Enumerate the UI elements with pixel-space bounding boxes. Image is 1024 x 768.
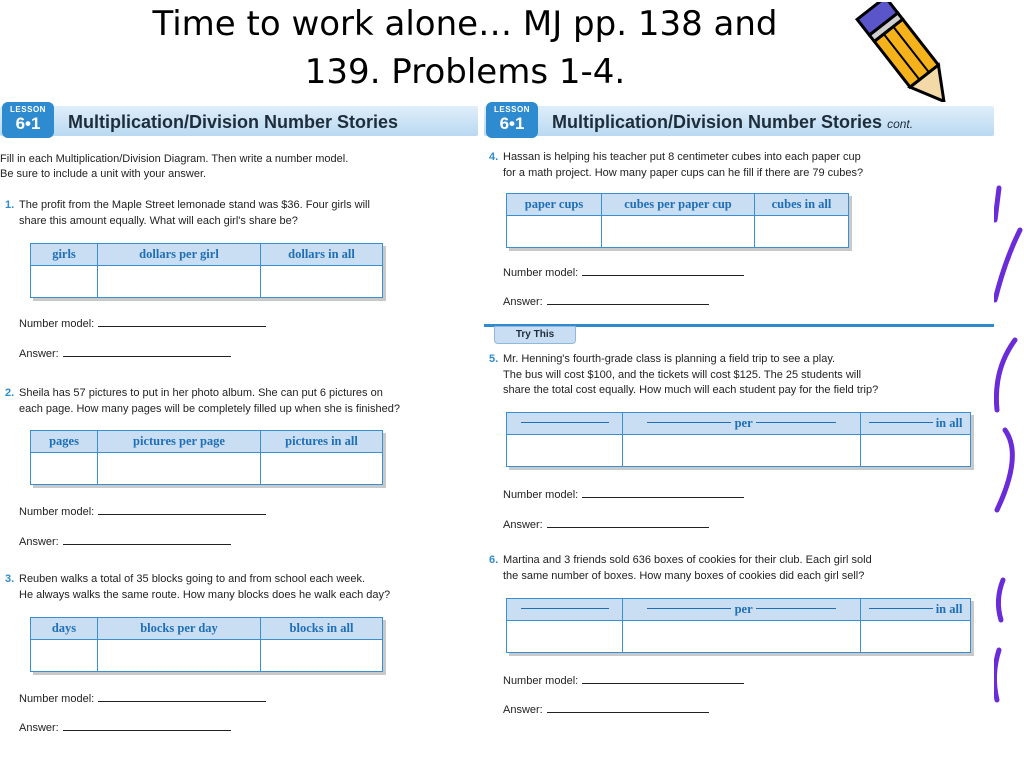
problem-text: each page. How many pages will be completely filled up when she is finished? — [19, 402, 400, 415]
problem-text: The bus will cost $100, and the tickets will cost $125. The 25 students will — [503, 368, 862, 381]
problem-text: share the total cost equally. How much will each student pay for the field trip? — [503, 384, 879, 396]
diagram-cell[interactable] — [861, 435, 971, 467]
answer-line[interactable] — [19, 536, 231, 548]
diagram-cell[interactable] — [507, 621, 623, 653]
diagram-header: cubes per paper cup — [602, 194, 755, 216]
answer-label: Answer: — [19, 536, 59, 548]
diagram-header: girls — [31, 244, 98, 266]
lesson-header — [484, 102, 994, 136]
answer-line[interactable] — [503, 519, 709, 531]
diagram-header: cubes in all — [755, 194, 849, 216]
problem-text: He always walks the same route. How many blocks does he walk each day? — [19, 588, 391, 601]
diagram-header — [507, 599, 623, 621]
number-model-line[interactable] — [19, 693, 266, 705]
in-all-label: in all — [935, 416, 963, 430]
lesson-badge-number: 6•1 — [15, 114, 41, 133]
answer-line[interactable] — [19, 722, 231, 734]
problem-6 — [489, 553, 872, 584]
diagram-table-1 — [30, 243, 383, 298]
diagram-header: blocks per day — [98, 618, 261, 640]
lesson-title-cont: cont. — [887, 117, 914, 131]
diagram-header — [861, 599, 971, 621]
lesson-badge — [2, 102, 54, 138]
diagram-table-6 — [506, 598, 971, 653]
lesson-title: Multiplication/Division Number Stories — [68, 112, 399, 132]
problem-text: for a math project. How many paper cups can he fill if there are 79 cubes? — [503, 166, 864, 179]
lesson-title — [552, 112, 913, 133]
number-model-label: Number model: — [19, 693, 95, 705]
problem-text: Reuben walks a total of 35 blocks going to and from school each week. — [19, 573, 366, 585]
diagram-cell[interactable] — [602, 216, 755, 248]
number-model-label: Number model: — [19, 318, 95, 330]
problem-text: Martina and 3 friends sold 636 boxes of cookies for their club. Each girl sold — [503, 554, 872, 566]
diagram-cell[interactable] — [623, 621, 861, 653]
diagram-table-5 — [506, 412, 971, 467]
lesson-header — [0, 102, 478, 136]
diagram-cell[interactable] — [261, 266, 383, 298]
problem-text: Sheila has 57 pictures to put in her photo album. She can put 6 pictures on — [19, 387, 383, 399]
pencil-icon — [855, 2, 960, 105]
number-model-label: Number model: — [503, 489, 579, 501]
number-model-line[interactable] — [503, 675, 744, 687]
problem-text: the same number of boxes. How many boxes of cookies did each girl sell? — [503, 569, 865, 582]
diagram-cell[interactable] — [31, 266, 98, 298]
problem-text: Mr. Henning's fourth-grade class is planning a field trip to see a play. — [503, 353, 836, 365]
diagram-header: blocks in all — [261, 618, 383, 640]
problem-4 — [489, 150, 864, 181]
diagram-cell[interactable] — [98, 453, 261, 485]
diagram-cell[interactable] — [507, 435, 623, 467]
right-worksheet-page — [484, 102, 994, 742]
diagram-header: dollars per girl — [98, 244, 261, 266]
answer-label: Answer: — [19, 348, 59, 360]
number-model-label: Number model: — [503, 675, 579, 687]
number-model-line[interactable] — [503, 489, 744, 501]
instructions-line: Fill in each Multiplication/Division Diagram. Then write a number model. — [0, 153, 349, 165]
diagram-cell[interactable] — [623, 435, 861, 467]
lesson-badge — [486, 102, 538, 138]
diagram-header — [623, 599, 861, 621]
diagram-cell[interactable] — [507, 216, 602, 248]
instructions-line: Be sure to include a unit with your answer. — [0, 168, 207, 180]
diagram-header: dollars in all — [261, 244, 383, 266]
problem-text: The profit from the Maple Street lemonade stand was $36. Four girls will — [19, 199, 370, 211]
instructions — [0, 152, 348, 182]
answer-label: Answer: — [19, 722, 59, 734]
answer-label: Answer: — [503, 704, 543, 716]
lesson-badge-label: LESSON — [494, 105, 530, 114]
lesson-title-text: Multiplication/Division Number Stories — [552, 112, 883, 132]
try-this-tab: Try This — [494, 326, 576, 344]
problem-number: 1. — [5, 199, 15, 211]
answer-line[interactable] — [19, 348, 231, 360]
answer-label: Answer: — [503, 519, 543, 531]
problem-text: Hassan is helping his teacher put 8 centimeter cubes into each paper cup — [503, 151, 861, 163]
slide-title — [0, 0, 930, 96]
diagram-cell[interactable] — [261, 640, 383, 672]
problem-5 — [489, 352, 879, 399]
diagram-cell[interactable] — [98, 266, 261, 298]
diagram-header — [623, 413, 861, 435]
diagram-table-3 — [30, 617, 383, 672]
number-model-line[interactable] — [19, 318, 266, 330]
number-model-line[interactable] — [503, 267, 744, 279]
problem-number: 4. — [489, 151, 499, 163]
problem-number: 6. — [489, 554, 499, 566]
slide-title-line-2: 139. Problems 1-4. — [304, 52, 626, 92]
number-model-line[interactable] — [19, 506, 266, 518]
in-all-label: in all — [935, 602, 963, 616]
problem-number: 3. — [5, 573, 15, 585]
diagram-cell[interactable] — [861, 621, 971, 653]
per-label: per — [734, 416, 753, 430]
diagram-table-2 — [30, 430, 383, 485]
problem-3 — [5, 572, 391, 603]
per-label: per — [734, 602, 753, 616]
answer-line[interactable] — [503, 704, 709, 716]
diagram-header: pictures per page — [98, 431, 261, 453]
diagram-header: pictures in all — [261, 431, 383, 453]
diagram-cell[interactable] — [31, 453, 98, 485]
number-model-label: Number model: — [503, 267, 579, 279]
slide-title-line-1: Time to work alone… MJ pp. 138 and — [152, 4, 778, 44]
diagram-header: paper cups — [507, 194, 602, 216]
lesson-badge-label: LESSON — [10, 105, 46, 114]
diagram-header — [507, 413, 623, 435]
lesson-badge-number: 6•1 — [499, 114, 525, 133]
diagram-header: days — [31, 618, 98, 640]
problem-text: share this amount equally. What will each girl's share be? — [19, 214, 298, 227]
diagram-cell[interactable] — [261, 453, 383, 485]
diagram-cell[interactable] — [31, 640, 98, 672]
diagram-header: pages — [31, 431, 98, 453]
diagram-cell[interactable] — [98, 640, 261, 672]
left-worksheet-page — [0, 102, 478, 768]
diagram-table-4 — [506, 193, 849, 248]
problem-number: 5. — [489, 353, 499, 365]
problem-2 — [5, 386, 400, 417]
number-model-label: Number model: — [19, 506, 95, 518]
answer-label: Answer: — [503, 296, 543, 308]
problem-1 — [5, 198, 370, 229]
diagram-cell[interactable] — [755, 216, 849, 248]
answer-line[interactable] — [503, 296, 709, 308]
diagram-header — [861, 413, 971, 435]
problem-number: 2. — [5, 387, 15, 399]
